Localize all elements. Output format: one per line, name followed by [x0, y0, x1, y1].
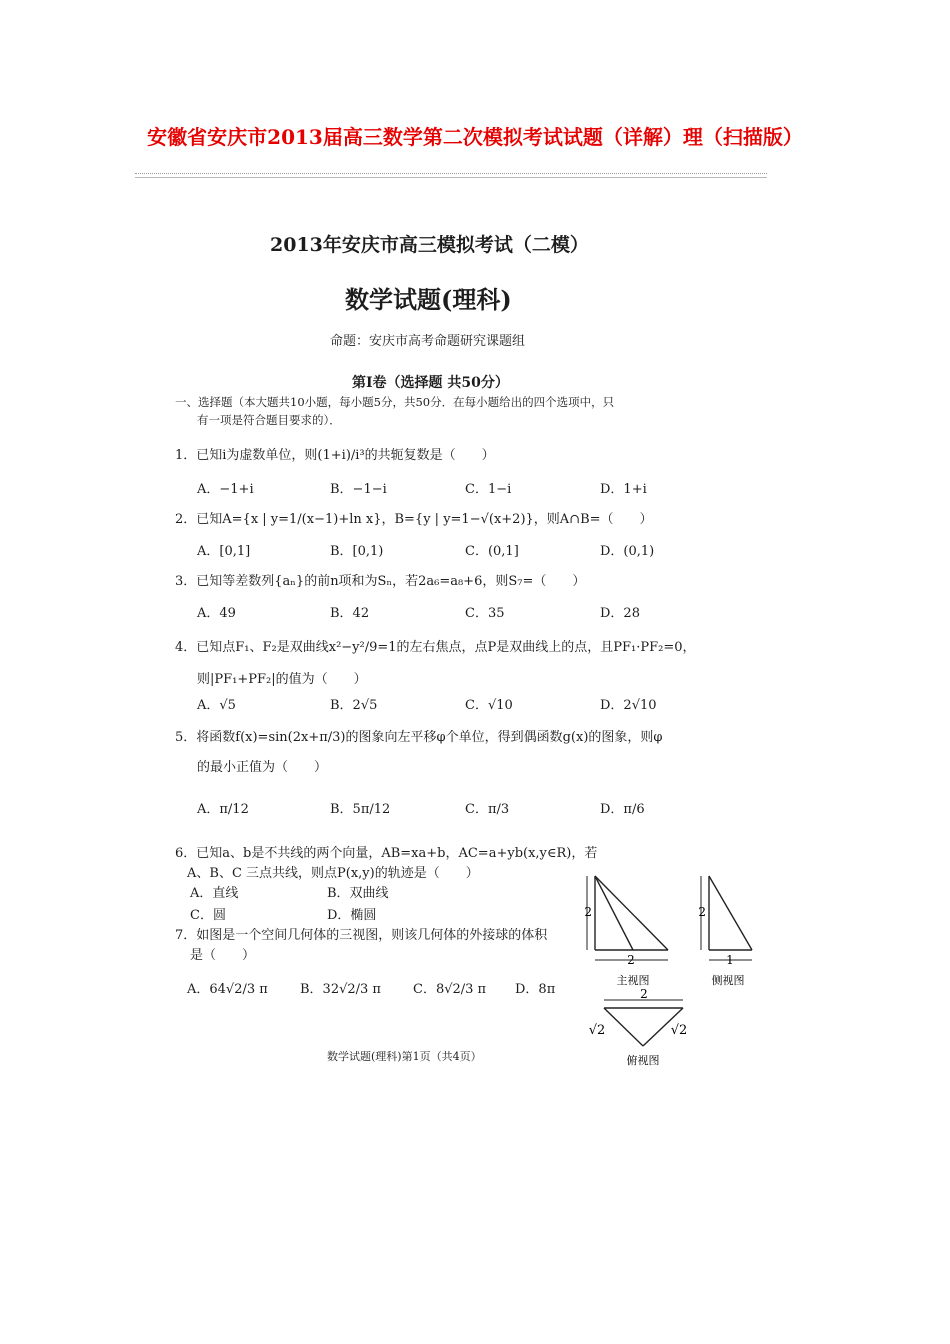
question-2-stem: 2．已知A={x | y=1/(x−1)+ln x}，B={y | y=1−√(x+2)}，则A∩B=（ ）: [175, 512, 653, 527]
question-4-option-d: D．2√10: [600, 698, 657, 713]
side-view-drawing: [701, 876, 752, 960]
side-view-label: 侧视图: [711, 974, 745, 987]
question-7-option-c: C．8√2/3 π: [413, 982, 487, 997]
question-3-stem: 3．已知等差数列{aₙ}的前n项和为Sₙ，若2a₆=a₈+6，则S₇=（ ）: [175, 574, 586, 589]
question-5-option-d: D．π/6: [600, 802, 645, 817]
question-6-option-c: C．圆: [190, 908, 226, 923]
question-4-stem: 4．已知点F₁、F₂是双曲线x²−y²/9=1的左右焦点，点P是双曲线上的点，且PF₁·PF₂=0，: [175, 640, 696, 655]
question-5-stem-line-2: 的最小正值为（ ）: [197, 760, 328, 775]
question-1-option-a: A．−1+i: [197, 482, 254, 497]
question-5-option-b: B．5π/12: [330, 802, 391, 817]
three-view-figure: [155, 200, 795, 1080]
exam-subject: 数学试题(理科): [345, 285, 512, 314]
question-5-option-a: A．π/12: [197, 802, 249, 817]
question-2-option-d: D．(0,1): [600, 544, 655, 559]
page-footer: 数学试题(理科)第1页（共4页）: [327, 1050, 482, 1063]
question-4-option-a: A．√5: [197, 698, 236, 713]
question-6-stem: 6．已知a、b是不共线的两个向量，AB=xa+b，AC=a+yb(x,y∈R)，若: [175, 846, 598, 861]
question-6-option-a: A．直线: [190, 886, 239, 901]
front-view-drawing: [587, 876, 668, 960]
question-7-option-a: A．64√2/3 π: [187, 982, 268, 997]
question-6-option-b: B．双曲线: [327, 886, 389, 901]
question-1-option-b: B．−1−i: [330, 482, 387, 497]
question-7-stem-line-2: 是（ ）: [190, 948, 256, 963]
question-1-stem: 1．已知i为虚数单位，则(1+i)/i³的共轭复数是（ ）: [175, 448, 495, 463]
question-1-option-c: C．1−i: [465, 482, 512, 497]
question-2-option-c: C．(0,1]: [465, 544, 519, 559]
instructions-line-2: 有一项是符合题目要求的）．: [197, 413, 341, 427]
question-2-option-b: B．[0,1): [330, 544, 384, 559]
top-view-label: 俯视图: [626, 1054, 660, 1067]
question-3-option-b: B．42: [330, 606, 370, 621]
dimension-side-height: 2: [698, 905, 706, 919]
dimension-side-width: 1: [726, 953, 734, 967]
question-7-stem: 7．如图是一个空间几何体的三视图，则该几何体的外接球的体积: [175, 928, 548, 943]
question-4-option-b: B．2√5: [330, 698, 378, 713]
title-divider: [135, 173, 767, 178]
question-1-option-d: D．1+i: [600, 482, 647, 497]
dimension-front-height: 2: [584, 905, 592, 919]
page-title: 安徽省安庆市2013届高三数学第二次模拟考试试题（详解）理（扫描版）: [147, 125, 803, 149]
scanned-exam-page: [155, 200, 795, 1080]
question-5-option-c: C．π/3: [465, 802, 510, 817]
question-3-option-c: C．35: [465, 606, 505, 621]
instructions-line-1: 一、选择题（本大题共10小题，每小题5分，共50分．在每小题给出的四个选项中，只: [175, 395, 615, 409]
question-5-stem: 5．将函数f(x)=sin(2x+π/3)的图象向左平移φ个单位，得到偶函数g(x)的图象，则φ: [175, 730, 663, 745]
question-7-option-d: D．8π: [515, 982, 556, 997]
dimension-top-left: √2: [588, 1023, 606, 1038]
front-view-label: 主视图: [616, 974, 650, 987]
exam-author: 命题：安庆市高考命题研究课题组: [330, 334, 526, 349]
question-4-stem-line-2: 则|PF₁+PF₂|的值为（ ）: [197, 672, 367, 687]
question-7-option-b: B．32√2/3 π: [300, 982, 381, 997]
dimension-front-width: 2: [627, 953, 635, 967]
dimension-top-width: 2: [640, 987, 648, 1001]
question-3-option-d: D．28: [600, 606, 640, 621]
question-2-option-a: A．[0,1]: [197, 544, 251, 559]
question-3-option-a: A．49: [197, 606, 236, 621]
question-4-option-c: C．√10: [465, 698, 513, 713]
section-heading: 第Ⅰ卷（选择题 共50分）: [352, 375, 509, 391]
exam-heading: 2013年安庆市高三模拟考试（二模）: [270, 234, 589, 256]
question-6-option-d: D．椭圆: [327, 908, 377, 923]
question-6-stem-line-2: A、B、C 三点共线，则点P(x,y)的轨迹是（ ）: [187, 866, 479, 881]
dimension-top-right: √2: [670, 1023, 688, 1038]
